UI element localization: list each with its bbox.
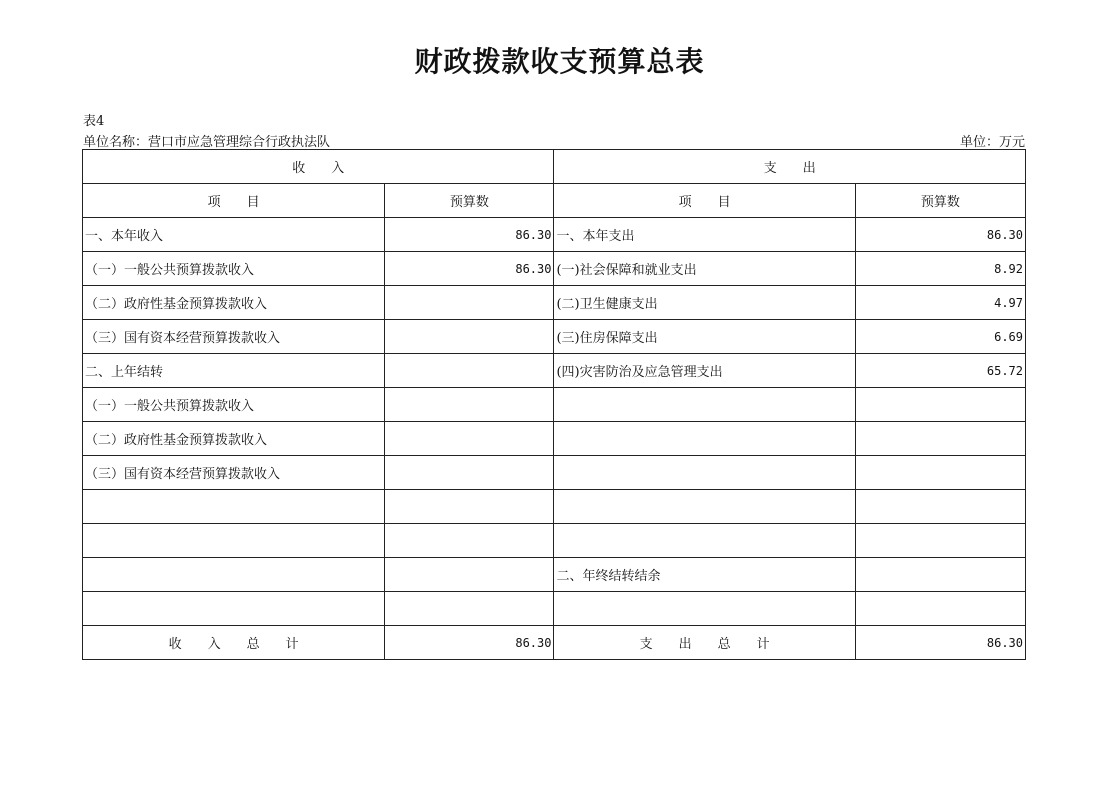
expense-item-cell bbox=[554, 456, 855, 490]
income-total-value: 86.30 bbox=[385, 626, 554, 660]
table-row bbox=[83, 524, 1026, 558]
expense-item-cell: (三)住房保障支出 bbox=[554, 320, 855, 354]
income-item-cell bbox=[83, 490, 385, 524]
expense-item-header: 项 目 bbox=[554, 184, 855, 218]
totals-row bbox=[83, 626, 1026, 660]
income-item-cell bbox=[83, 558, 385, 592]
expense-item-cell: 二、年终结转结余 bbox=[554, 558, 855, 592]
table-row bbox=[83, 422, 1026, 456]
table-row bbox=[83, 490, 1026, 524]
income-value-cell bbox=[385, 422, 554, 456]
expense-item-cell bbox=[554, 388, 855, 422]
expense-total-label: 支 出 总 计 bbox=[554, 626, 855, 660]
column-header-row bbox=[83, 184, 1026, 218]
expense-value-cell: 6.69 bbox=[855, 320, 1025, 354]
income-item-cell: （三）国有资本经营预算拨款收入 bbox=[83, 456, 385, 490]
expense-value-cell bbox=[855, 524, 1025, 558]
table-row bbox=[83, 218, 1026, 252]
table-row bbox=[83, 252, 1026, 286]
page-title: 财政拨款收支预算总表 bbox=[414, 45, 705, 78]
income-budget-header: 预算数 bbox=[385, 184, 554, 218]
income-item-cell bbox=[83, 592, 385, 626]
table-row bbox=[83, 388, 1026, 422]
income-item-cell: （二）政府性基金预算拨款收入 bbox=[83, 422, 385, 456]
expense-value-cell: 4.97 bbox=[855, 286, 1025, 320]
income-value-cell bbox=[385, 354, 554, 388]
expense-value-cell bbox=[855, 558, 1025, 592]
expense-item-cell bbox=[554, 524, 855, 558]
expense-value-cell: 8.92 bbox=[855, 252, 1025, 286]
income-total-label: 收 入 总 计 bbox=[83, 626, 385, 660]
income-value-cell bbox=[385, 490, 554, 524]
expense-value-cell: 86.30 bbox=[855, 218, 1025, 252]
expense-value-cell bbox=[855, 592, 1025, 626]
expense-item-cell bbox=[554, 490, 855, 524]
budget-summary-table bbox=[82, 149, 1026, 660]
expense-section-header: 支 出 bbox=[554, 150, 1026, 184]
expense-item-cell: 一、本年支出 bbox=[554, 218, 855, 252]
expense-value-cell bbox=[855, 388, 1025, 422]
table-number: 表4 bbox=[83, 114, 105, 129]
income-value-cell bbox=[385, 456, 554, 490]
table-row bbox=[83, 286, 1026, 320]
income-value-cell bbox=[385, 524, 554, 558]
table-row bbox=[83, 320, 1026, 354]
income-value-cell bbox=[385, 592, 554, 626]
income-item-header: 项 目 bbox=[83, 184, 385, 218]
table-row bbox=[83, 558, 1026, 592]
expense-item-cell: (四)灾害防治及应急管理支出 bbox=[554, 354, 855, 388]
table-row bbox=[83, 456, 1026, 490]
income-item-cell: （三）国有资本经营预算拨款收入 bbox=[83, 320, 385, 354]
income-item-cell: （一）一般公共预算拨款收入 bbox=[83, 252, 385, 286]
income-value-cell bbox=[385, 558, 554, 592]
expense-item-cell bbox=[554, 422, 855, 456]
income-item-cell: 二、上年结转 bbox=[83, 354, 385, 388]
income-item-cell: （二）政府性基金预算拨款收入 bbox=[83, 286, 385, 320]
income-value-cell bbox=[385, 388, 554, 422]
unit-name-label: 单位名称：营口市应急管理综合行政执法队 bbox=[83, 135, 331, 150]
income-value-cell bbox=[385, 320, 554, 354]
table-row bbox=[83, 592, 1026, 626]
income-item-cell: （一）一般公共预算拨款收入 bbox=[83, 388, 385, 422]
section-header-row bbox=[83, 150, 1026, 184]
income-value-cell: 86.30 bbox=[385, 252, 554, 286]
income-value-cell bbox=[385, 286, 554, 320]
currency-unit-label: 单位：万元 bbox=[959, 135, 1025, 150]
expense-item-cell: (二)卫生健康支出 bbox=[554, 286, 855, 320]
income-section-header: 收 入 bbox=[83, 150, 554, 184]
expense-total-value: 86.30 bbox=[855, 626, 1025, 660]
expense-value-cell bbox=[855, 490, 1025, 524]
income-item-cell bbox=[83, 524, 385, 558]
expense-value-cell bbox=[855, 422, 1025, 456]
expense-value-cell: 65.72 bbox=[855, 354, 1025, 388]
expense-item-cell bbox=[554, 592, 855, 626]
expense-value-cell bbox=[855, 456, 1025, 490]
expense-item-cell: (一)社会保障和就业支出 bbox=[554, 252, 855, 286]
table-row bbox=[83, 354, 1026, 388]
income-value-cell: 86.30 bbox=[385, 218, 554, 252]
income-item-cell: 一、本年收入 bbox=[83, 218, 385, 252]
expense-budget-header: 预算数 bbox=[855, 184, 1025, 218]
